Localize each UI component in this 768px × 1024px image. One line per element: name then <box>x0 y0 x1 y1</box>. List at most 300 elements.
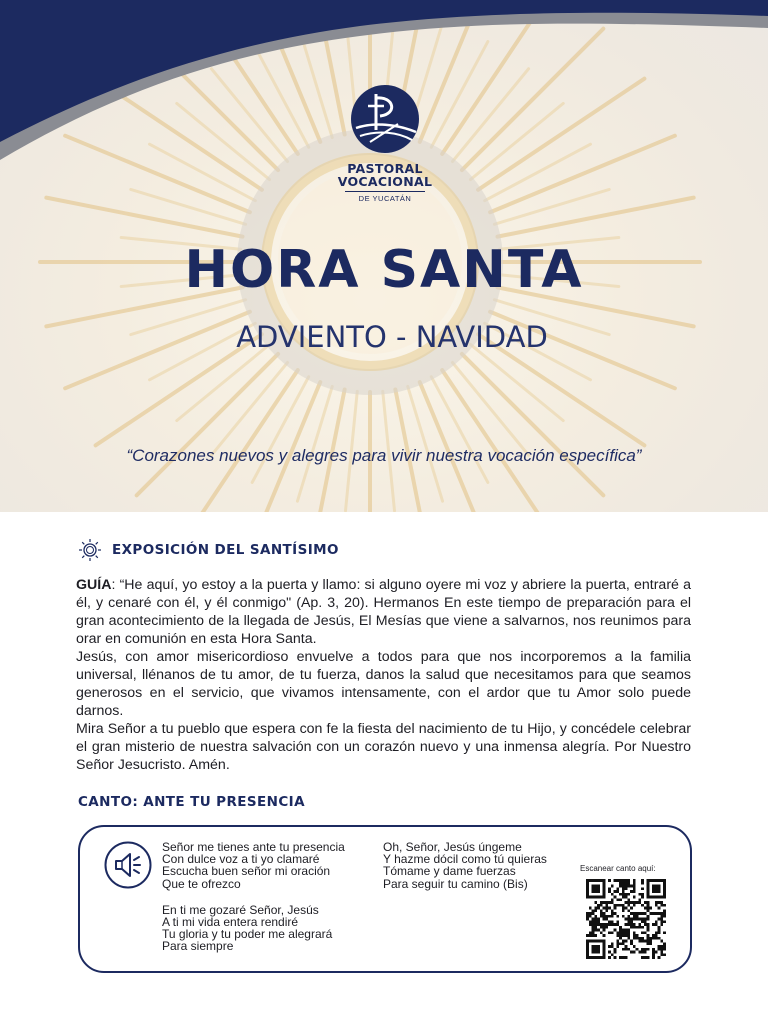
qr-module <box>619 885 622 888</box>
qr-module <box>638 926 641 929</box>
qr-module <box>594 926 597 929</box>
qr-module <box>605 907 608 910</box>
qr-module <box>619 898 622 901</box>
qr-module <box>625 956 628 959</box>
qr-module <box>647 918 650 921</box>
qr-module <box>592 918 595 921</box>
qr-module <box>603 918 606 921</box>
qr-module <box>649 937 652 940</box>
qr-module <box>600 923 603 926</box>
qr-module <box>644 951 647 954</box>
qr-module <box>600 912 603 915</box>
qr-module <box>658 948 661 951</box>
logo-subtext: DE YUCATÁN <box>358 194 412 203</box>
qr-module <box>622 942 625 945</box>
qr-module <box>614 948 617 951</box>
qr-module <box>638 893 641 896</box>
qr-module <box>608 887 611 890</box>
qr-module <box>592 934 595 937</box>
qr-module <box>663 945 666 948</box>
qr-module <box>630 885 633 888</box>
qr-module <box>658 918 661 921</box>
qr-module <box>655 904 658 907</box>
qr-module <box>614 956 617 959</box>
exposicion-heading <box>78 538 339 562</box>
qr-module <box>663 953 666 956</box>
qr-module <box>641 918 644 921</box>
qr-module <box>660 920 663 923</box>
qr-module <box>652 953 655 956</box>
lyric-line: Que te ofrezco <box>162 876 241 891</box>
qr-module <box>638 898 641 901</box>
qr-module <box>589 923 592 926</box>
qr-module <box>627 929 630 932</box>
qr-module <box>630 907 633 910</box>
qr-module <box>633 923 636 926</box>
qr-module <box>600 915 603 918</box>
qr-module <box>603 912 606 915</box>
qr-module <box>652 951 655 954</box>
qr-module <box>636 912 639 915</box>
qr-module <box>619 942 622 945</box>
qr-module <box>644 920 647 923</box>
canto-title: CANTO: ANTE TU PRESENCIA <box>78 794 305 810</box>
lyric-line: En ti me gozaré Señor, Jesús <box>162 902 319 917</box>
qr-module <box>608 890 611 893</box>
qr-module <box>627 923 630 926</box>
body-paragraph-2: Jesús, con amor misericordioso envuelve a todos para que nos incorporemos a la familia universal, llénanos de tu amor, de tu fuerza, danos la salud que necesitamos para que seamos generosos en el servicio, que vivamos intensamente, con el ardor que tu Amor solo puede darnos. <box>76 649 691 719</box>
qr-module <box>636 918 639 921</box>
qr-module <box>594 909 597 912</box>
qr-module <box>630 912 633 915</box>
qr-module <box>614 951 617 954</box>
qr-module <box>655 920 658 923</box>
qr-module <box>619 934 622 937</box>
qr-module <box>608 915 611 918</box>
logo-text-line1: PASTORAL <box>347 161 423 176</box>
guia-text: : “He aquí, yo estoy a la puerta y llamo: si alguno oyere mi voz y abriere la puerta, entraré a él, y cenaré con él, y él conmigo" (Ap. 3, 20). Hermanos En este tiempo de preparación para el gran acontecimiento de la llegada de Jesús, El Mesías que viene a salvarnos, nos reunimos para orar en comunión en esta Hora Santa. <box>76 577 691 647</box>
qr-module <box>622 934 625 937</box>
qr-module <box>597 907 600 910</box>
qr-module <box>614 879 617 882</box>
qr-module <box>616 945 619 948</box>
qr-module <box>641 896 644 899</box>
tagline-quote: “Corazones nuevos y alegres para vivir nuestra vocación específica” <box>126 446 642 465</box>
qr-module <box>627 898 630 901</box>
lyrics-column-1 <box>162 841 345 953</box>
qr-module <box>616 940 619 943</box>
qr-module <box>660 940 663 943</box>
qr-module <box>625 918 628 921</box>
qr-module <box>644 948 647 951</box>
qr-module <box>597 929 600 932</box>
qr-module <box>594 929 597 932</box>
qr-module <box>627 893 630 896</box>
qr-module <box>636 934 639 937</box>
lyric-line: Y hazme dócil como tú quieras <box>383 852 547 867</box>
ray-line <box>46 198 242 237</box>
qr-module <box>638 923 641 926</box>
qr-module <box>630 942 633 945</box>
exposicion-title: EXPOSICIÓN DEL SANTÍSIMO <box>112 542 339 558</box>
qr-module <box>619 904 622 907</box>
qr-module <box>633 937 636 940</box>
qr-module <box>652 934 655 937</box>
qr-module <box>663 920 666 923</box>
qr-module <box>641 912 644 915</box>
qr-module <box>630 923 633 926</box>
qr-module <box>614 896 617 899</box>
qr-module <box>660 948 663 951</box>
qr-module <box>644 907 647 910</box>
qr-module <box>660 915 663 918</box>
guia-label: GUÍA <box>76 577 112 593</box>
qr-module <box>586 912 589 915</box>
qr-code-icon[interactable] <box>586 879 666 959</box>
qr-module <box>589 931 592 934</box>
qr-module <box>627 915 630 918</box>
qr-module <box>616 934 619 937</box>
qr-module <box>658 901 661 904</box>
qr-module <box>647 901 650 904</box>
lyric-line: Oh, Señor, Jesús úngeme <box>383 840 522 854</box>
qr-module <box>616 942 619 945</box>
qr-module <box>625 923 628 926</box>
qr-module <box>625 896 628 899</box>
qr-module <box>594 923 597 926</box>
qr-module <box>633 951 636 954</box>
qr-module <box>655 934 658 937</box>
qr-module <box>614 907 617 910</box>
qr-module <box>655 937 658 940</box>
qr-module <box>644 912 647 915</box>
qr-module <box>611 942 614 945</box>
qr-module <box>636 901 639 904</box>
lyric-line: Escucha buen señor mi oración <box>162 864 331 879</box>
qr-module <box>619 931 622 934</box>
qr-finder <box>652 885 660 893</box>
qr-module <box>660 923 663 926</box>
qr-module <box>600 909 603 912</box>
qr-module <box>633 904 636 907</box>
qr-module <box>605 915 608 918</box>
qr-module <box>608 907 611 910</box>
qr-module <box>611 953 614 956</box>
qr-module <box>625 931 628 934</box>
qr-module <box>611 912 614 915</box>
qr-module <box>592 931 595 934</box>
qr-module <box>630 918 633 921</box>
logo-emblem-icon <box>350 84 420 154</box>
logo-divider <box>345 191 425 192</box>
qr-module <box>619 926 622 929</box>
qr-label: Escanear canto aquí: <box>580 864 656 873</box>
qr-module <box>592 920 595 923</box>
lyric-line: A ti mi vida entera rendiré <box>162 915 299 930</box>
qr-module <box>611 898 614 901</box>
qr-module <box>655 901 658 904</box>
qr-module <box>603 926 606 929</box>
qr-module <box>655 931 658 934</box>
qr-module <box>647 956 650 959</box>
pastoral-vocacional-logo <box>336 84 434 203</box>
qr-module <box>622 956 625 959</box>
qr-module <box>636 948 639 951</box>
qr-module <box>605 918 608 921</box>
qr-module <box>622 909 625 912</box>
qr-module <box>625 934 628 937</box>
qr-module <box>647 926 650 929</box>
qr-module <box>660 912 663 915</box>
qr-module <box>611 909 614 912</box>
qr-module <box>608 945 611 948</box>
qr-module <box>625 893 628 896</box>
qr-module <box>647 929 650 932</box>
qr-module <box>630 890 633 893</box>
qr-module <box>600 926 603 929</box>
qr-module <box>592 926 595 929</box>
qr-module <box>638 937 641 940</box>
qr-module <box>627 904 630 907</box>
qr-module <box>622 879 625 882</box>
qr-module <box>622 893 625 896</box>
qr-module <box>655 912 658 915</box>
qr-module <box>644 923 647 926</box>
qr-module <box>594 934 597 937</box>
qr-module <box>616 898 619 901</box>
qr-module <box>636 915 639 918</box>
qr-module <box>625 885 628 888</box>
qr-module <box>647 907 650 910</box>
qr-module <box>625 940 628 943</box>
qr-module <box>614 923 617 926</box>
qr-module <box>608 879 611 882</box>
qr-module <box>633 931 636 934</box>
lyric-line: Para seguir tu camino (Bis) <box>383 876 528 891</box>
qr-module <box>641 926 644 929</box>
qr-module <box>616 915 619 918</box>
qr-module <box>611 931 614 934</box>
qr-module <box>644 931 647 934</box>
qr-module <box>636 937 639 940</box>
qr-module <box>647 934 650 937</box>
qr-module <box>616 879 619 882</box>
qr-module <box>641 904 644 907</box>
qr-module <box>641 948 644 951</box>
canto-lyrics-box <box>78 825 692 973</box>
qr-module <box>647 923 650 926</box>
qr-module <box>627 909 630 912</box>
qr-module <box>658 926 661 929</box>
qr-module <box>600 904 603 907</box>
qr-module <box>589 915 592 918</box>
qr-module <box>622 887 625 890</box>
qr-module <box>649 940 652 943</box>
qr-module <box>625 879 628 882</box>
qr-module <box>608 931 611 934</box>
qr-module <box>630 901 633 904</box>
guia-paragraph <box>76 576 691 648</box>
qr-module <box>611 920 614 923</box>
qr-module <box>633 915 636 918</box>
qr-module <box>594 915 597 918</box>
qr-module <box>630 951 633 954</box>
lyrics-column-2 <box>383 841 547 890</box>
page-subtitle: ADVIENTO - NAVIDAD <box>236 320 548 354</box>
qr-module <box>603 907 606 910</box>
qr-module <box>616 887 619 890</box>
qr-module <box>619 956 622 959</box>
qr-module <box>647 904 650 907</box>
qr-module <box>660 953 663 956</box>
qr-module <box>658 956 661 959</box>
qr-module <box>660 945 663 948</box>
qr-module <box>633 896 636 899</box>
qr-module <box>592 912 595 915</box>
qr-module <box>644 901 647 904</box>
qr-module <box>652 948 655 951</box>
qr-module <box>663 904 666 907</box>
qr-module <box>627 918 630 921</box>
ray-line <box>498 198 694 237</box>
qr-module <box>611 923 614 926</box>
qr-module <box>647 937 650 940</box>
qr-module <box>614 890 617 893</box>
speaker-icon <box>104 841 152 889</box>
stanza-gap <box>162 890 345 904</box>
qr-module <box>592 909 595 912</box>
qr-module <box>622 915 625 918</box>
qr-module <box>605 901 608 904</box>
qr-module <box>660 918 663 921</box>
qr-module <box>586 918 589 921</box>
qr-module <box>619 879 622 882</box>
qr-module <box>600 901 603 904</box>
qr-module <box>603 915 606 918</box>
qr-module <box>627 882 630 885</box>
exposicion-body <box>76 576 691 774</box>
qr-module <box>652 923 655 926</box>
qr-module <box>586 934 589 937</box>
qr-module <box>644 940 647 943</box>
qr-module <box>647 940 650 943</box>
qr-module <box>627 885 630 888</box>
qr-module <box>658 929 661 932</box>
qr-module <box>622 904 625 907</box>
qr-module <box>649 912 652 915</box>
qr-module <box>633 912 636 915</box>
qr-module <box>597 918 600 921</box>
qr-module <box>594 918 597 921</box>
qr-module <box>603 901 606 904</box>
qr-module <box>597 923 600 926</box>
qr-module <box>625 901 628 904</box>
qr-module <box>633 885 636 888</box>
lyric-line: Tómame y dame fuerzas <box>383 864 516 879</box>
qr-module <box>611 915 614 918</box>
qr-module <box>638 951 641 954</box>
qr-module <box>622 885 625 888</box>
qr-module <box>605 904 608 907</box>
qr-module <box>647 948 650 951</box>
qr-module <box>627 948 630 951</box>
qr-module <box>641 940 644 943</box>
qr-finder <box>592 885 600 893</box>
qr-module <box>627 934 630 937</box>
qr-module <box>614 904 617 907</box>
qr-module <box>627 920 630 923</box>
qr-module <box>649 907 652 910</box>
qr-module <box>600 931 603 934</box>
qr-module <box>627 901 630 904</box>
qr-module <box>605 923 608 926</box>
qr-module <box>622 890 625 893</box>
qr-module <box>619 893 622 896</box>
qr-module <box>630 940 633 943</box>
qr-module <box>641 937 644 940</box>
qr-module <box>614 929 617 932</box>
qr-module <box>605 926 608 929</box>
qr-module <box>638 912 641 915</box>
qr-module <box>641 882 644 885</box>
qr-module <box>660 901 663 904</box>
qr-module <box>663 931 666 934</box>
qr-module <box>627 879 630 882</box>
qr-module <box>625 929 628 932</box>
qr-module <box>611 945 614 948</box>
qr-module <box>647 942 650 945</box>
qr-module <box>663 912 666 915</box>
qr-module <box>592 929 595 932</box>
qr-module <box>638 940 641 943</box>
qr-module <box>638 901 641 904</box>
qr-module <box>594 907 597 910</box>
qr-module <box>619 937 622 940</box>
qr-finder <box>592 945 600 953</box>
qr-module <box>633 887 636 890</box>
qr-module <box>663 948 666 951</box>
qr-module <box>641 893 644 896</box>
qr-module <box>597 904 600 907</box>
qr-module <box>627 937 630 940</box>
qr-module <box>641 887 644 890</box>
sun-icon <box>78 538 102 562</box>
qr-module <box>636 926 639 929</box>
qr-module <box>641 920 644 923</box>
qr-module <box>611 893 614 896</box>
qr-module <box>633 945 636 948</box>
qr-module <box>603 923 606 926</box>
logo-text-line2: VOCACIONAL <box>337 174 433 189</box>
qr-module <box>616 920 619 923</box>
qr-module <box>663 942 666 945</box>
qr-module <box>592 923 595 926</box>
qr-module <box>644 956 647 959</box>
qr-module <box>603 929 606 932</box>
qr-module <box>594 920 597 923</box>
qr-module <box>633 882 636 885</box>
qr-module <box>594 901 597 904</box>
qr-module <box>589 912 592 915</box>
lyric-line: Con dulce voz a ti yo clamaré <box>162 852 320 867</box>
qr-module <box>616 904 619 907</box>
qr-module <box>633 934 636 937</box>
qr-module <box>589 920 592 923</box>
qr-module <box>663 915 666 918</box>
qr-module <box>589 934 592 937</box>
qr-module <box>660 904 663 907</box>
qr-module <box>641 951 644 954</box>
